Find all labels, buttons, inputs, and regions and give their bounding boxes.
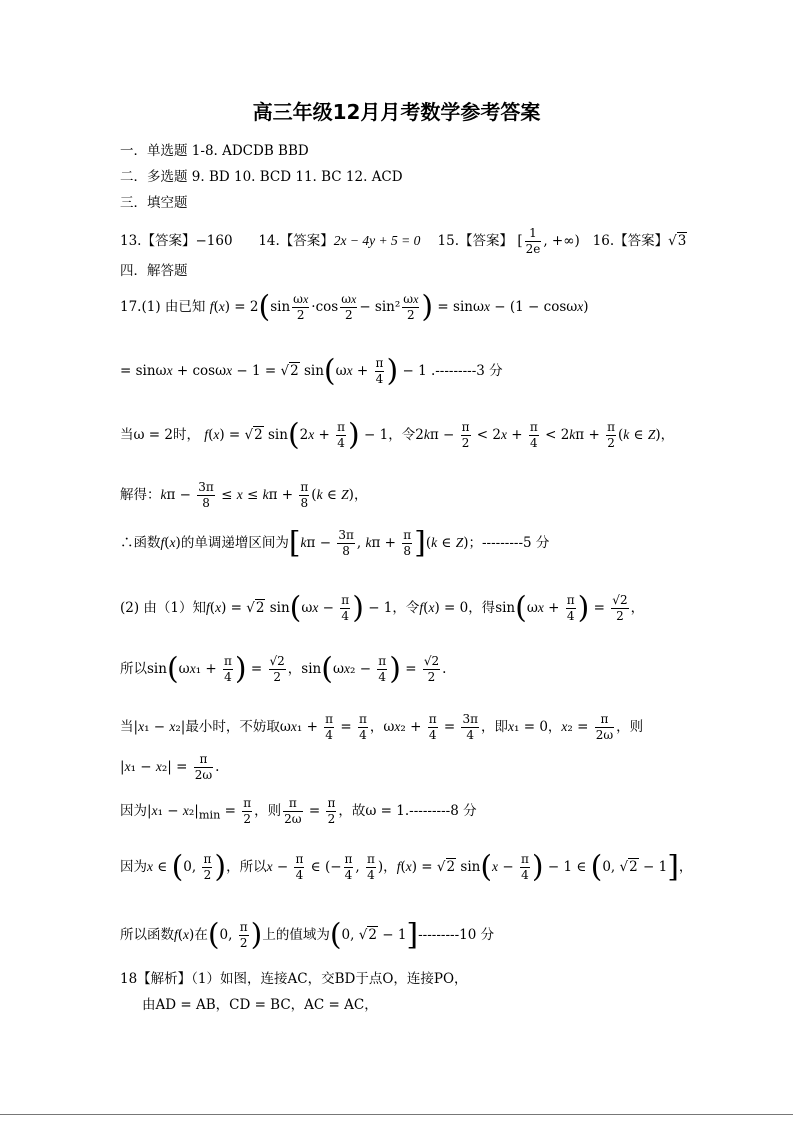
q15-label: 15.【答案】 — [437, 233, 514, 249]
fill-in-heading: 三．填空题 — [120, 195, 188, 211]
multi-choice-answers: 二．多选题 9. BD 10. BCD 11. BC 12. ACD — [120, 169, 403, 185]
q17-range-line: 所以函数f(x)在(0, $\frac{\pi}{2}$ )上的值域为(0, √2 − 1]---------10 分 — [120, 917, 495, 953]
q15-fraction: $\frac{1}{2e}$ — [525, 226, 541, 256]
q17-line5: ∴函数f(x)的单调递增区间为[kπ − $\frac{3\pi}{8}$ , kπ + $\frac{\pi}{8}$ ](k ∈ Z)；---------5 分 — [120, 525, 550, 561]
q17-when-line: 当|x₁ − x₂|最小时，不妨取ωx₁ + $\frac{\pi}{4}$ = $\frac{\pi}{4}$ ，ωx₂ + $\frac{\pi}{4}$ = $\frac{3\pi}{4}$ ，即x₁ = 0，x₂ = $\frac{\pi}{2\omega}$ ，则 — [120, 712, 644, 742]
q17-because-line: 因为$|x_1 - x_2|_{min}$ = $\frac{\pi}{2}$ ，则 $\frac{\pi}{2\omega}$ = $\frac{\pi}{2}$ ，故ω = 1.---------8 分 — [120, 796, 477, 826]
page-bottom-rule — [0, 1114, 793, 1115]
q17-min-line: |x₁ − x₂| = $\frac{\pi}{2\omega}$ . — [120, 752, 220, 782]
q17-line2: = sinωx + cosωx − 1 = √2 sin(ωx + $\frac{\pi}{4}$ ) − 1 .---------3 分 — [120, 353, 503, 389]
q18-line1: 18【解析】（1）如图，连接AC，交BD于点O，连接PO， — [120, 971, 468, 987]
q17-so-line: 所以sin(ωx₁ + $\frac{\pi}{4}$ ) = $\frac{√2}{2}$ ，sin(ωx₂ − $\frac{\pi}{4}$ ) = $\frac{√2}{2}$ . — [120, 651, 447, 687]
q17-part2: (2) 由（1）知f(x) = √2 sin(ωx − $\frac{\pi}{4}$ ) − 1，令f(x) = 0，得sin(ωx + $\frac{\pi}{4}$ ) = $\frac{√2}{2}$ ， — [120, 590, 645, 626]
single-choice-answers: 一．单选题 1-8. ADCDB BBD — [120, 143, 309, 159]
q17-line3: 当ω = 2时， f(x) = √2 sin(2x + $\frac{\pi}{4}$ ) − 1，令2kπ − $\frac{\pi}{2}$ < 2x + $\frac{\pi}{4}$ < 2kπ + $\frac{\pi}{2}$ (k ∈ Z)， — [120, 417, 675, 453]
q13-answer: 13.【答案】−160 — [120, 233, 233, 249]
q17-domain-line: 因为x ∈ (0, $\frac{\pi}{2}$ )，所以x − $\frac{\pi}{4}$ ∈ (− $\frac{\pi}{4}$ , $\frac{\pi}{4}$ )，f(x) = √2 sin(x − $\frac{\pi}{4}$ ) − 1 ∈ (0, √2 − 1]， — [120, 849, 693, 885]
page-title: 高三年级12月月考数学参考答案 — [252, 100, 541, 124]
q16-label: 16.【答案】 — [592, 233, 669, 249]
q17-line4: 解得：kπ − $\frac{3\pi}{8}$ ≤ x ≤ kπ + $\frac{\pi}{8}$ (k ∈ Z)， — [120, 480, 368, 510]
q16-answer: 3 — [677, 233, 687, 249]
solutions-heading: 四．解答题 — [120, 263, 188, 279]
fill-in-answers: 13.【答案】−160 14.【答案】2x − 4y + 5 = 0 15.【答案】 [ $\frac{1}{2e}$ , +∞) 16.【答案】√3 — [120, 226, 687, 256]
q14-answer: 2x − 4y + 5 = 0 — [333, 233, 421, 248]
q14-label: 14.【答案】 — [258, 233, 334, 249]
q17-line1: 17.(1) 由已知 f(x) = 2(sin $\frac{\omega x}{2}$ ·cos $\frac{\omega x}{2}$ − sin² $\frac{\omega x}{2}$ ) = sinωx − (1 − cosωx) — [120, 289, 589, 325]
q18-line2: 由AD = AB，CD = BC，AC = AC， — [142, 997, 378, 1013]
